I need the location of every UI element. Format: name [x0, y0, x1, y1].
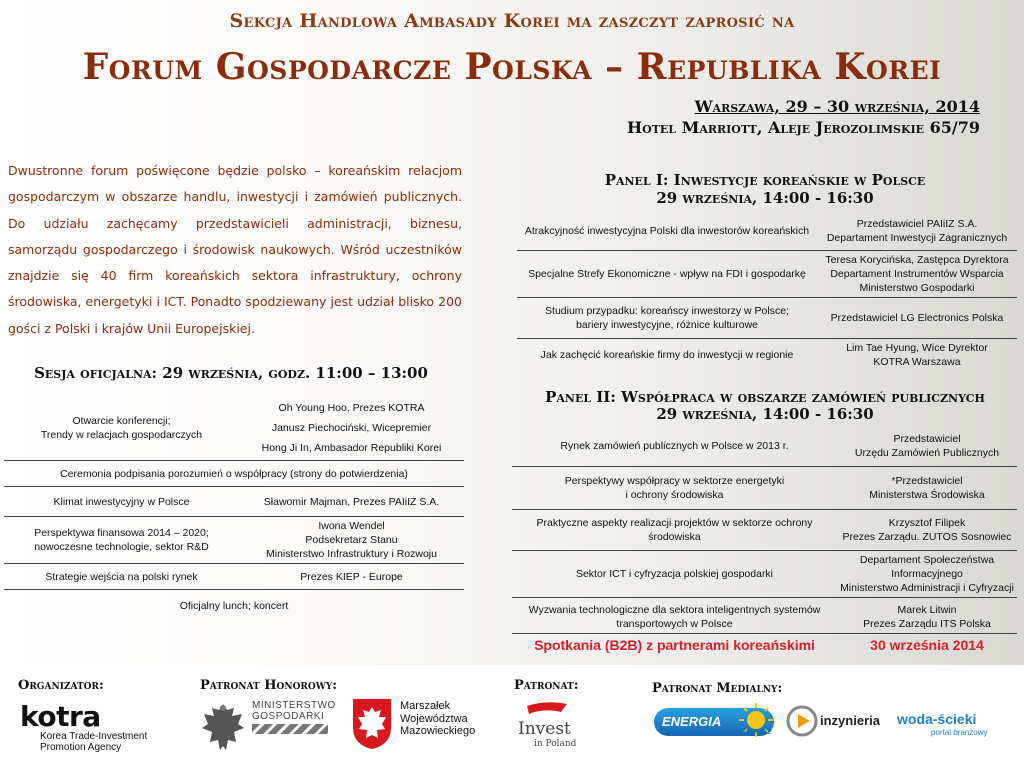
- agenda-topic: Strategie wejścia na polski rynek: [4, 564, 239, 590]
- speaker-line: Przedstawiciel LG Electronics Polska: [830, 311, 1004, 324]
- speaker-line: Janusz Piechociński, Wicepremier: [271, 422, 432, 434]
- agenda-speakers: [837, 550, 1017, 597]
- agenda-speakers: [817, 338, 1017, 371]
- woda-scieki-subtitle: portal branżowy: [931, 728, 988, 737]
- agenda-row: [512, 426, 1017, 466]
- agenda-row: [4, 396, 464, 461]
- official-session-table: [4, 396, 464, 622]
- agenda-row: [4, 461, 464, 487]
- speaker-line: Departament Społeczeństwa: [859, 553, 995, 566]
- invest-in-poland-word: Invest: [518, 719, 571, 739]
- speaker-line: Departament Instrumentów Wsparcia: [830, 267, 1004, 280]
- agenda-topic: Specjalne Strefy Ekonomiczne - wpływ na FDI i gospodarkę: [517, 250, 817, 297]
- event-date: Warszawa, 29 – 30 września, 2014: [694, 97, 980, 116]
- agenda-topic: Jak zachęcić koreańskie firmy do inwestycji w regionie: [540, 348, 794, 361]
- panel1-table: [517, 212, 1017, 371]
- agenda-speakers: [817, 250, 1017, 297]
- speaker-line: Krzysztof Filipek: [888, 516, 966, 529]
- agenda-speakers: [837, 426, 1017, 466]
- official-session-title: Sesja oficjalna: 29 września, godz. 11:00 – 13:00: [34, 364, 428, 382]
- energia-logo: ENERGIA: [654, 708, 774, 736]
- invitation-line: Sekcja Handlowa Ambasady Korei ma zaszczyt zaprosić na: [229, 10, 795, 32]
- agenda-speakers: [837, 597, 1017, 636]
- speaker-line: Przedstawiciel PAIiIZ S.A.: [856, 217, 978, 230]
- event-venue: Hotel Marriott, Aleje Jerozolimskie 65/79: [627, 118, 980, 137]
- panel1-time: 29 września, 14:00 - 16:30: [656, 189, 874, 207]
- agenda-topic: Atrakcyjność inwestycyjna Polski dla inwestorów koreańskich: [517, 212, 817, 250]
- agenda-row: [512, 550, 1017, 597]
- agenda-speakers: [837, 509, 1017, 550]
- woda-scieki-logo: woda-ścieki: [897, 711, 977, 727]
- agenda-topic: Praktyczne aspekty realizacji projektów w sektorze ochrony środowiska: [512, 509, 837, 550]
- speaker-line: Departament Inwestycji Zagranicznych: [826, 231, 1008, 244]
- speaker-line: Informacyjnego: [891, 567, 963, 580]
- speaker-line: KOTRA Warszawa: [873, 355, 961, 368]
- agenda-row: [4, 517, 464, 564]
- b2b-date: 30 września 2014: [870, 637, 984, 653]
- speaker-line: Przedstawiciel: [893, 432, 961, 445]
- agenda-speakers: [239, 396, 464, 461]
- b2b-row: [512, 633, 1017, 653]
- ministry-stripes-icon: [252, 724, 328, 734]
- agenda-topic: Ceremonia podpisania porozumień o współpracy (strony do potwierdzenia): [4, 461, 464, 487]
- patronage-label: Patronat:: [514, 678, 579, 693]
- agenda-topic: Wyzwania technologiczne dla sektora inteligentnych systemów transportowych w Polsce: [528, 603, 821, 630]
- agenda-row: [512, 509, 1017, 550]
- agenda-topic: Rynek zamówień publicznych w Polsce w 2013 r.: [512, 426, 837, 466]
- speaker-line: Teresa Korycińska, Zastępca Dyrektora: [825, 253, 1009, 266]
- panel2-title: Panel II: Współpraca w obszarze zamówień publicznych: [545, 388, 985, 406]
- agenda-row: [4, 487, 464, 517]
- invest-in-poland-sub: in Poland: [534, 739, 577, 749]
- agenda-speakers: [239, 564, 464, 590]
- agenda-row: [517, 212, 1017, 250]
- agenda-row: [4, 590, 464, 622]
- speaker-line: Podsekretarz Stanu: [305, 534, 398, 546]
- agenda-topic: Perspektywa finansowa 2014 – 2020; nowoczesne technologie, sektor R&D: [4, 517, 239, 564]
- agenda-topic: Studium przypadku: koreańscy inwestorzy w Polsce; bariery inwestycyjne, różnice kulturowe: [517, 297, 817, 338]
- speaker-line: Marek Litwin: [897, 603, 957, 616]
- agenda-speakers: [837, 466, 1017, 509]
- agenda-row: [4, 564, 464, 590]
- speaker-line: *Przedstawiciel: [891, 474, 963, 487]
- kotra-logo: kotra: [20, 700, 101, 733]
- agenda-topic: Oficjalny lunch; koncert: [179, 599, 289, 612]
- energia-subtitle: Portal: ENERGIA, GOSPODARKA, OZE: [664, 730, 772, 736]
- agenda-row: [512, 466, 1017, 509]
- speaker-line: Sławomir Majman, Prezes PAIiIZ S.A.: [263, 495, 440, 508]
- speaker-line: Iwona Wendel: [318, 520, 385, 532]
- speaker-line: Urzędu Zamówień Publicznych: [854, 446, 1000, 459]
- mazovia-marshal-name: Marszałek Województwa Mazowieckiego: [400, 700, 476, 737]
- speaker-line: Prezes Zarządu ITS Polska: [863, 617, 991, 630]
- agenda-row: [512, 597, 1017, 636]
- agenda-topic: Klimat inwestycyjny w Polsce: [4, 487, 239, 517]
- speaker-line: Ministerstwo Administracji i Cyfryzacji: [840, 581, 1014, 594]
- agenda-row: [517, 250, 1017, 297]
- intro-paragraph: Dwustronne forum poświęcone będzie polsko – koreańskim relacjom gospodarczym w obszarze handlu, inwestycji i zamówień publicznych. Do udziału zachęcamy przedstawicieli administracji, biznesu, samorządu gospodarczego i środowisk naukowych. Wśród uczestników znajdzie się 40 firm koreańskich sektora infrastruktury, ochrony środowiska, energetyki i ICT. Ponadto spodziewany jest udział blisko 200 gości z Polski i krajów Unii Europejskiej.: [8, 163, 462, 336]
- agenda-topic: Sektor ICT i cyfryzacja polskiej gospodarki: [512, 550, 837, 597]
- agenda-row: [517, 297, 1017, 338]
- agenda-speakers: [817, 297, 1017, 338]
- inzynieria-play-icon: [786, 705, 818, 737]
- speaker-line: Lim Tae Hyung, Wice Dyrektor: [846, 341, 988, 354]
- inzynieria-logo: inzynieria: [820, 713, 880, 728]
- panel2-table: [512, 426, 1017, 636]
- panel1-title: Panel I: Inwestycje koreańskie w Polsce: [604, 171, 926, 189]
- agenda-topic: Perspektywy współpracy w sektorze energetyki i ochrony środowiska: [512, 466, 837, 509]
- kotra-subtitle: Korea Trade-Investment Promotion Agency: [40, 731, 148, 753]
- polish-eagle-icon: [200, 700, 246, 754]
- organizer-label: Organizator:: [18, 678, 104, 693]
- honorary-patronage-label: Patronat Honorowy:: [200, 678, 338, 693]
- forum-title: Forum Gospodarcze Polska – Republika Korei: [82, 46, 942, 88]
- panel2-time: 29 września, 14:00 - 16:30: [656, 405, 874, 423]
- agenda-speakers: [239, 517, 464, 564]
- media-patronage-label: Patronat Medialny:: [652, 681, 783, 696]
- ministry-name: MINISTERSTWO GOSPODARKI: [252, 700, 336, 722]
- agenda-speakers: [817, 212, 1017, 250]
- speaker-line: Ministerstwo Gospodarki: [859, 281, 975, 294]
- ministry-of-economy-logo: [252, 700, 336, 734]
- speaker-line: Ministerstwo Infrastruktury i Rozwoju: [266, 548, 437, 560]
- speaker-line: Ministerstwa Środowiska: [869, 488, 985, 501]
- speaker-line: Prezes Zarządu. ZUTOS Sosnowiec: [842, 530, 1012, 543]
- agenda-row: [517, 338, 1017, 371]
- speaker-line: Oh Young Hoo, Prezes KOTRA: [278, 402, 425, 414]
- agenda-topic: Otwarcie konferencji; Trendy w relacjach gospodarczych: [4, 396, 239, 461]
- agenda-speakers: [239, 487, 464, 517]
- mazovia-crest-icon: [351, 697, 393, 751]
- speaker-line: Prezes KIEP - Europe: [300, 570, 403, 583]
- speaker-line: Hong Ji In, Ambasador Republiki Korei: [261, 442, 442, 454]
- b2b-label: Spotkania (B2B) z partnerami koreańskimi: [534, 637, 815, 653]
